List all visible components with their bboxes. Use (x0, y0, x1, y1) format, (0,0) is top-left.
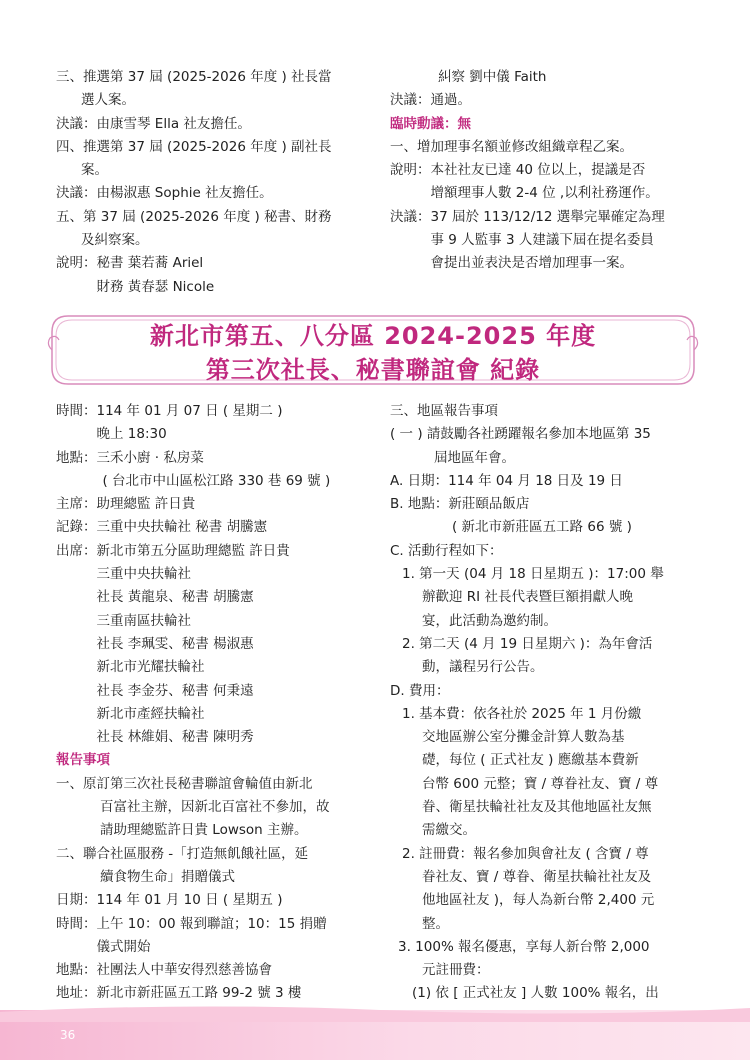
report-item-3: 三、地區報告事項 (390, 403, 498, 419)
address-value: 新北市新莊區五工路 99-2 號 3 樓 (96, 985, 302, 1002)
report-item-1: 一、原訂第三次社長秘書聯誼會輪值由新北 (56, 775, 313, 792)
banner-title-line-2: 第三次社長、秘書聯誼會 紀錄 (205, 356, 541, 384)
event-date (56, 889, 368, 912)
item-a-date: A. 日期：114 年 04 月 18 日及 19 日 (390, 472, 623, 489)
time-line: 晚上 18:30 (96, 426, 167, 443)
fee-discount-rule-1: (1) 依 [ 正式社友 ] 人數 100% 報名，出 (412, 985, 659, 1002)
attendee-line: 新北市光耀扶輪社 (96, 659, 205, 676)
meeting-place (56, 447, 368, 494)
place-line: 三禾小廚 ‧ 私房菜 (96, 449, 204, 466)
time-label: 時間： (56, 403, 97, 419)
explanation-label: 說明： (390, 162, 431, 179)
address-label: 地址： (56, 985, 97, 1002)
fee-basic-cont: 需繳交。 (422, 822, 476, 839)
place-label: 地點： (56, 962, 97, 979)
event-time (56, 913, 368, 960)
schedule-day-2-cont: 動，議程另行公告。 (422, 659, 544, 676)
date-label: 日期： (56, 892, 97, 909)
sub-item-1: ( 一 ) 請鼓勵各社踴躍報名參加本地區第 35 (390, 426, 651, 443)
meeting-recorder (56, 516, 368, 539)
explanation-line: 本社社友已達 40 位以上，提議是否 (430, 162, 646, 179)
time-line: 114 年 01 月 07 日 ( 星期二 ) (96, 403, 283, 419)
fee-basic-cont: 交地區辦公室分攤金計算人數為基 (422, 729, 625, 746)
place-line: ( 台北市中山區松江路 330 巷 69 號 ) (102, 472, 331, 489)
attendee-line: 社長 李珮雯、秘書 楊淑惠 (96, 635, 254, 652)
resolution-4: 決議：由楊淑惠 Sophie 社友擔任。 (56, 185, 273, 202)
resolution-5: 決議：通過。 (390, 92, 471, 109)
place-label: 地點： (56, 449, 97, 466)
meeting-attendees (56, 540, 368, 750)
page-number: 36 (60, 1028, 76, 1042)
fee-basic-cont: 台幣 600 元整；寶 / 尊眷社友、寶 / 尊 (422, 775, 659, 792)
top-right-column (390, 66, 702, 276)
fee-basic: 1. 基本費：依各社於 2025 年 1 月份繳 (402, 705, 642, 722)
meeting-time (56, 400, 368, 447)
fee-basic-cont: 眷、衛星扶輪社社友及其他地區社友無 (422, 799, 652, 816)
time-line: 儀式開始 (96, 938, 151, 955)
record-label: 記錄： (56, 519, 97, 536)
sub-item-1-cont: 屆地區年會。 (434, 449, 515, 466)
host-label: 主席： (56, 496, 97, 513)
motion-1: 一、增加理事名額並修改組織章程乙案。 (390, 138, 633, 155)
agenda-item-5-cont: 及糾察案。 (81, 232, 149, 249)
item-b-address: ( 新北市新莊區五工路 66 號 ) (452, 519, 632, 536)
explanation-line: 秘書 葉若蕎 Ariel (96, 255, 204, 272)
schedule-day-2: 2. 第二天 (4 月 19 日星期六 )：為年會活 (402, 635, 653, 652)
attendee-line: 社長 李金芬、秘書 何秉遠 (96, 682, 254, 699)
agenda-item-3-cont: 選人案。 (81, 92, 135, 109)
report-item-1-cont: 請助理總監許日貴 Lowson 主辦。 (100, 822, 308, 839)
fee-registration-cont: 他地區社友 )，每人為新台幣 2,400 元 (422, 892, 655, 909)
schedule-day-1: 1. 第一天 (04 月 18 日星期五 )：17:00 舉 (402, 566, 664, 583)
agenda-item-3: 三、推選第 37 屆 (2025-2026 年度 ) 社長當 (56, 69, 332, 85)
page-footer (0, 1010, 750, 1060)
banner-title-line-1: 新北市第五、八分區 2024-2025 年度 (149, 322, 597, 350)
attendee-line: 新北市產經扶輪社 (96, 705, 205, 722)
report-item-2-cont: 續食物生命」捐贈儀式 (100, 868, 235, 885)
bottom-right-column (390, 400, 702, 1006)
resolution-line: 事 9 人監事 3 人建議下屆在提名委員 (430, 232, 654, 249)
attendee-line: 三重南區扶輪社 (96, 612, 191, 629)
attendee-line: 新北市第五分區助理總監 許日貴 (96, 542, 290, 559)
section-title-banner (46, 310, 700, 390)
agenda-item-4: 四、推選第 37 屆 (2025-2026 年度 ) 副社長 (56, 138, 332, 155)
record-value: 三重中央扶輪社 秘書 胡騰憲 (96, 519, 268, 536)
fee-registration-cont: 眷社友、寶 / 尊眷、衛星扶輪社社友及 (422, 868, 652, 885)
item-c-schedule: C. 活動行程如下： (390, 542, 503, 559)
footer-wave (0, 1000, 750, 1022)
explanation-line: 增額理事人數 2-4 位 ,以利社務運作。 (430, 185, 659, 202)
fee-discount-cont: 元註冊費： (422, 962, 490, 979)
bottom-left-column (56, 400, 368, 1006)
report-item-2: 二、聯合社區服務 -「打造無飢餓社區，延 (56, 845, 309, 862)
resolution-label: 決議： (390, 208, 431, 225)
date-value: 114 年 01 月 10 日 ( 星期五 ) (96, 892, 283, 909)
attendee-line: 三重中央扶輪社 (96, 566, 191, 583)
attendee-line: 社長 黃龍泉、秘書 胡騰憲 (96, 589, 254, 606)
explanation-line: 財務 黃春瑟 Nicole (96, 278, 215, 295)
fee-basic-cont: 礎，每位 ( 正式社友 ) 應繳基本費新 (422, 752, 639, 769)
fee-registration: 2. 註冊費：報名參加與會社友 ( 含寶 / 尊 (402, 845, 649, 862)
fee-discount: 3. 100% 報名優惠，享每人新台幣 2,000 (398, 938, 650, 955)
explanation-label: 說明： (56, 255, 97, 272)
item-d-fees: D. 費用： (390, 682, 450, 699)
agenda-item-5: 五、第 37 屆 (2025-2026 年度 ) 秘書、財務 (56, 208, 332, 225)
host-value: 助理總監 許日貴 (96, 496, 196, 513)
schedule-day-1-cont: 宴，此活動為邀約制。 (422, 612, 557, 629)
item-b-place: B. 地點：新莊頤品飯店 (390, 496, 530, 513)
top-left-column (56, 66, 368, 299)
resolution-3: 決議：由康雪琴 Ella 社友擔任。 (56, 115, 251, 132)
agenda-item-4-cont: 案。 (81, 162, 108, 179)
extempore-motion-heading: 臨時動議：無 (390, 115, 471, 132)
motion-explanation (390, 159, 702, 206)
attend-label: 出席： (56, 542, 97, 559)
report-item-1-cont: 百富社主辦，因新北百富社不參加，故 (100, 799, 330, 816)
resolution-line: 37 屆於 113/12/12 選舉完畢確定為理 (430, 208, 665, 225)
report-heading: 報告事項 (56, 752, 110, 769)
meeting-host (56, 493, 368, 516)
fee-registration-cont: 整。 (422, 915, 449, 932)
time-line: 上午 10：00 報到聯誼；10：15 捐贈 (96, 915, 327, 932)
resolution-line: 會提出並表決是否增加理事一案。 (430, 255, 633, 272)
explanation-5 (56, 252, 368, 299)
place-value: 社團法人中華安得烈慈善協會 (96, 962, 272, 979)
time-label: 時間： (56, 915, 97, 932)
motion-resolution (390, 206, 702, 276)
event-place (56, 959, 368, 982)
schedule-day-1-cont: 辦歡迎 RI 社長代表暨巨額捐獻人晚 (422, 589, 633, 606)
explanation-cont: 糾察 劉中儀 Faith (438, 69, 547, 85)
attendee-line: 社長 林維娟、秘書 陳明秀 (96, 729, 254, 746)
